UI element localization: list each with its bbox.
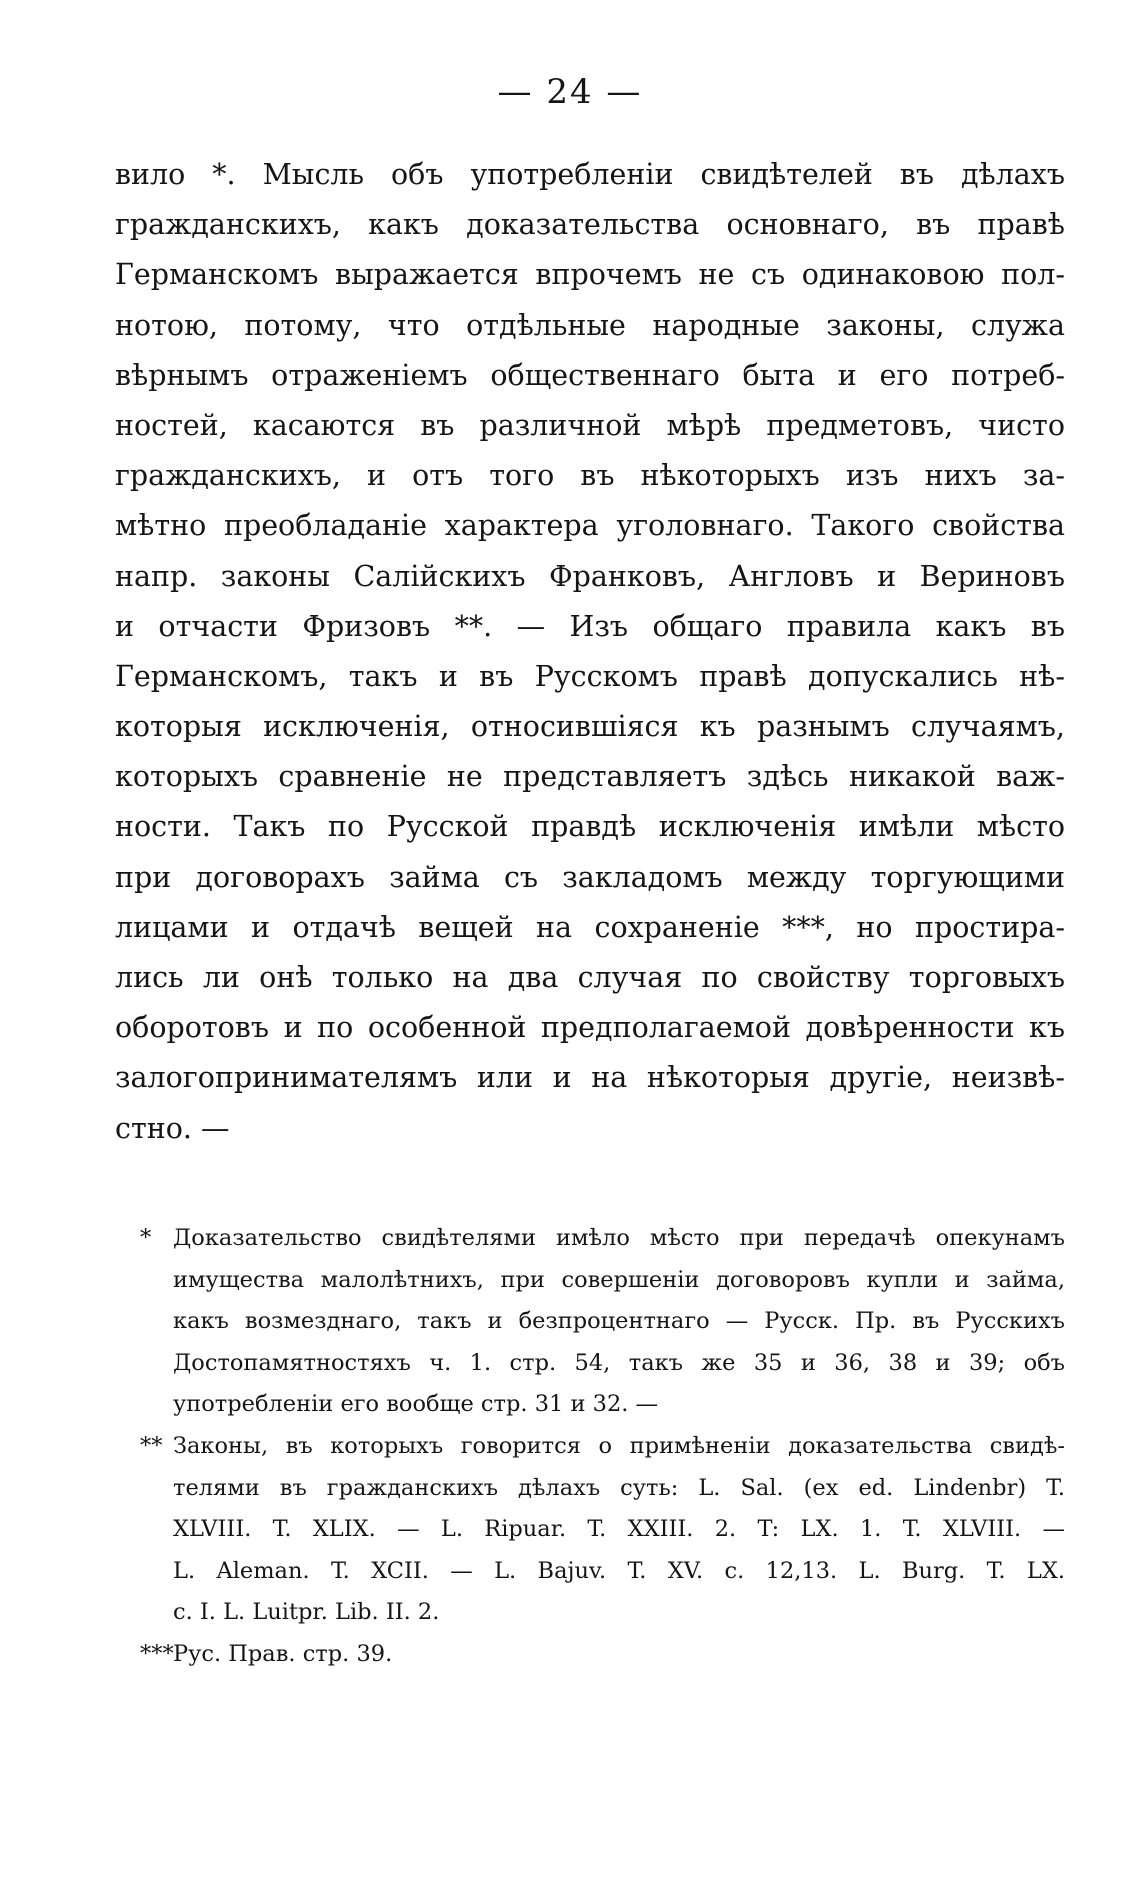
footnote-line: какъ возмезднаго, такъ и безпроцентнаго — Русск. Пр. въ Русскихъ xyxy=(173,1308,1065,1335)
footnote-3-first-line xyxy=(140,1634,1065,1676)
footnote-text: Доказательство свидѣтелями имѣло мѣсто при передачѣ опекунамъ xyxy=(173,1225,1065,1251)
text-line: лицами и отдачѣ вещей на сохраненіе ***, но простира- xyxy=(115,910,1065,944)
footnote-text: Рус. Прав. стр. 39. xyxy=(173,1640,393,1667)
text-line: Германскомъ, такъ и въ Русскомъ правѣ допускались нѣ- xyxy=(115,659,1065,693)
footnotes xyxy=(140,1218,1065,1676)
text-line: которыхъ сравненіе не представляетъ здѣсь никакой важ- xyxy=(115,760,1065,794)
text-line: которыя исключенія, относившіяся къ разнымъ случаямъ, xyxy=(115,710,1065,744)
footnote-line: телями въ гражданскихъ дѣлахъ суть: L. Sal. (ex ed. Lindenbr) T. xyxy=(173,1474,1065,1501)
text-line: вило *. Мысль объ употребленіи свидѣтелей въ дѣлахъ xyxy=(115,158,1065,191)
footnote-line: Достопамятностяхъ ч. 1. стр. 54, такъ же 35 и 36, 38 и 39; объ xyxy=(173,1349,1065,1376)
text-line: вѣрнымъ отраженіемъ общественнаго быта и его потреб- xyxy=(115,358,1065,392)
text-line: и отчасти Фризовъ **. — Изъ общаго правила какъ въ xyxy=(115,609,1065,643)
text-line: при договорахъ займа съ закладомъ между торгующими xyxy=(115,860,1065,894)
text-line: лись ли онѣ только на два случая по свойству торговыхъ xyxy=(115,961,1065,994)
text-line: гражданскихъ, и отъ того въ нѣкоторыхъ изъ нихъ за- xyxy=(115,459,1065,493)
footnote-line: употребленіи его вообще стр. 31 и 32. — xyxy=(173,1391,659,1418)
text-line: залогопринимателямъ или и на нѣкоторыя другіе, неизвѣ- xyxy=(115,1061,1065,1095)
main-text xyxy=(115,150,1065,1154)
footnote-line: L. Aleman. T. XCII. — L. Bajuv. T. XV. c. 12,13. L. Burg. T. LX. xyxy=(173,1557,1065,1584)
footnote-mark: * xyxy=(140,1225,152,1251)
footnote-text: Законы, въ которыхъ говорится о примѣненіи доказательства свидѣ- xyxy=(173,1432,1065,1459)
footnote-mark: *** xyxy=(140,1640,174,1667)
footnote-2-first-line xyxy=(140,1426,1065,1468)
footnote-line: c. I. L. Luitpr. Lib. II. 2. xyxy=(173,1599,440,1626)
page-number: — 24 — xyxy=(497,72,643,112)
footnote-line: имущества малолѣтнихъ, при совершеніи договоровъ купли и займа, xyxy=(173,1266,1065,1293)
text-line: стно. — xyxy=(115,1111,230,1145)
footnote-1-first-line xyxy=(140,1218,1065,1260)
text-line: напр. законы Салійскихъ Франковъ, Англовъ и Вериновъ xyxy=(115,559,1065,593)
text-line: Германскомъ выражается впрочемъ не съ одинаковою пол- xyxy=(115,258,1065,292)
footnote-line: XLVIII. T. XLIX. — L. Ripuar. T. XXIII. 2. T: LX. 1. T. XLVIII. — xyxy=(173,1516,1065,1543)
text-line: оборотовъ и по особенной предполагаемой довѣренности къ xyxy=(115,1011,1065,1045)
text-line: гражданскихъ, какъ доказательства основнаго, въ правѣ xyxy=(115,208,1065,242)
text-line: мѣтно преобладаніе характера уголовнаго. Такого свойства xyxy=(115,509,1065,543)
text-line: ности. Такъ по Русской правдѣ исключенія имѣли мѣсто xyxy=(115,810,1065,844)
text-line: ностей, касаются въ различной мѣрѣ предметовъ, чисто xyxy=(115,408,1065,442)
footnote-mark: ** xyxy=(140,1432,163,1459)
text-line: нотою, потому, что отдѣльные народные законы, служа xyxy=(115,308,1065,342)
